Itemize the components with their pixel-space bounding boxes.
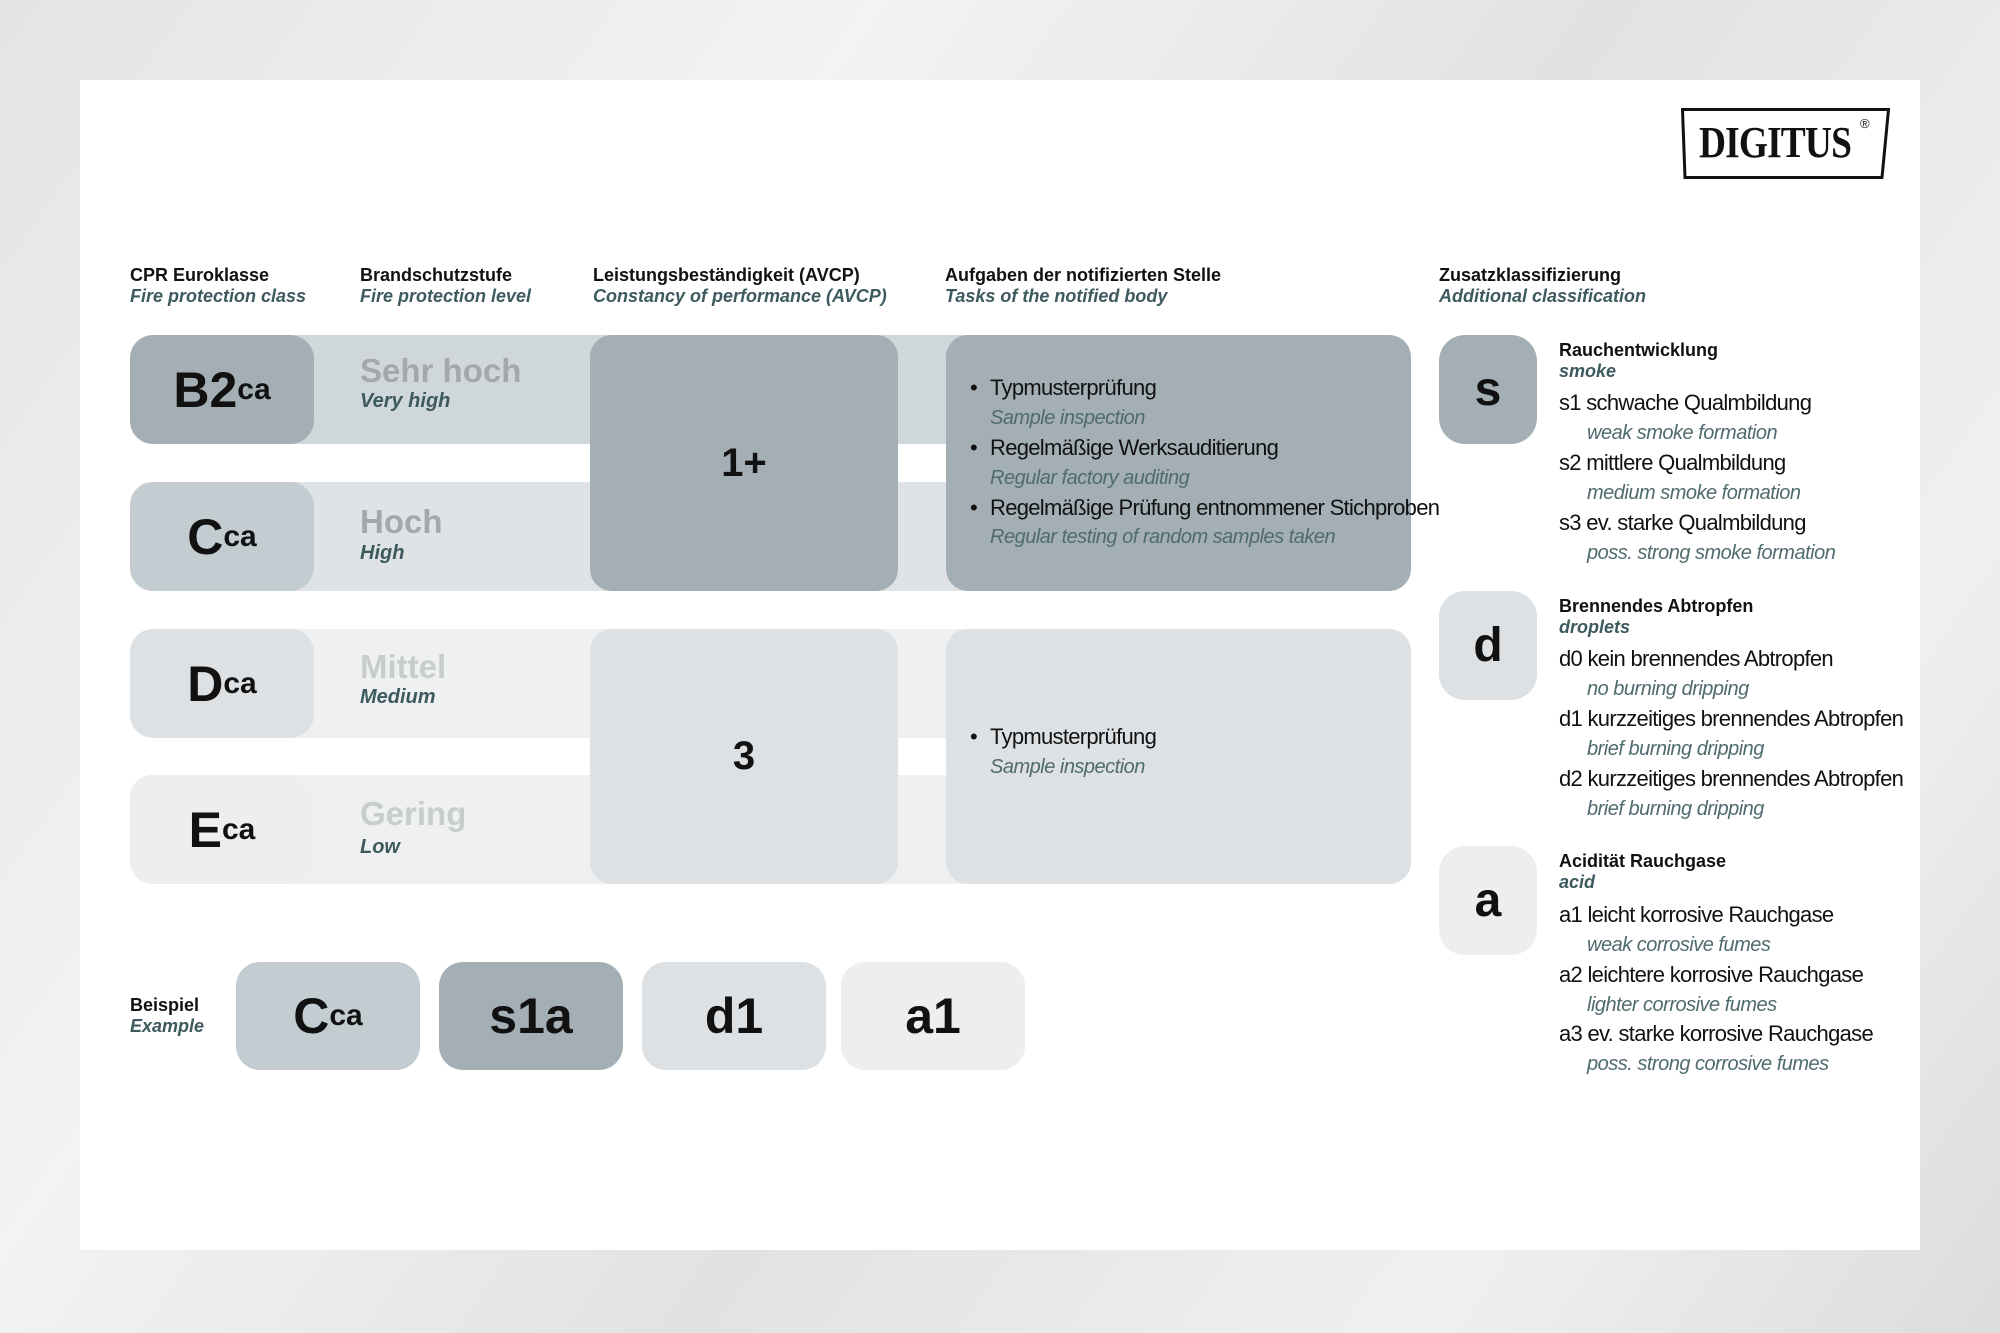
header-tasks-en: Tasks of the notified body — [945, 286, 1168, 306]
task-en: Regular testing of random samples taken — [990, 526, 1336, 548]
level-de: Hoch — [360, 503, 443, 540]
droplets-item-en: no burning dripping — [1587, 678, 1749, 700]
example-smoke: s1a — [439, 962, 623, 1070]
task-en: Sample inspection — [990, 756, 1145, 778]
bullet: • — [970, 375, 978, 400]
acid-item: a1 leicht korrosive Rauchgase — [1559, 902, 1834, 927]
level-en: Low — [360, 836, 400, 858]
class-subscript: ca — [223, 666, 257, 700]
example-class-letter: C — [293, 988, 330, 1044]
acid-item-en: weak corrosive fumes — [1587, 934, 1771, 956]
class-box-dca — [130, 629, 314, 738]
example-acid: a1 — [841, 962, 1025, 1070]
level-de: Sehr hoch — [360, 352, 522, 389]
class-label: C — [187, 508, 224, 565]
smoke-title: Rauchentwicklung — [1559, 340, 1719, 360]
acid-item-en: poss. strong corrosive fumes — [1587, 1053, 1829, 1075]
badge-smoke: s — [1439, 335, 1537, 444]
level-en: Medium — [360, 686, 436, 708]
class-box-eca — [130, 775, 314, 884]
droplets-subtitle: droplets — [1559, 617, 1631, 637]
task-en: Regular factory auditing — [990, 467, 1190, 489]
class-subscript: ca — [237, 372, 271, 406]
level-de: Gering — [360, 795, 467, 832]
smoke-item: s3 ev. starke Qualmbildung — [1559, 510, 1806, 535]
header-tasks: Aufgaben der notifizierten Stelle — [945, 265, 1222, 285]
avcp-box-3: 3 — [590, 629, 898, 884]
header-level: Brandschutzstufe — [360, 265, 513, 285]
header-level-en: Fire protection level — [360, 286, 532, 306]
task-de: Typmusterprüfung — [990, 375, 1157, 400]
level-en: Very high — [360, 390, 451, 412]
level-en: High — [360, 542, 405, 564]
smoke-item-en: weak smoke formation — [1587, 422, 1778, 444]
bullet: • — [970, 495, 978, 520]
acid-item-en: lighter corrosive fumes — [1587, 994, 1777, 1016]
class-box-b2ca — [130, 335, 314, 444]
droplets-item: d2 kurzzeitiges brennendes Abtropfen — [1559, 766, 1904, 791]
avcp-box-1plus: 1+ — [590, 335, 898, 591]
badge-droplets: d — [1439, 591, 1537, 700]
badge-acid: a — [1439, 846, 1537, 955]
acid-subtitle: acid — [1559, 872, 1596, 892]
acid-title: Acidität Rauchgase — [1559, 851, 1727, 871]
smoke-item-en: medium smoke formation — [1587, 482, 1801, 504]
droplets-item: d0 kein brennendes Abtropfen — [1559, 646, 1833, 671]
smoke-item: s1 schwache Qualmbildung — [1559, 390, 1812, 415]
class-label: B2 — [173, 361, 238, 418]
tasks-box-1plus — [946, 335, 1411, 591]
example-label: Beispiel — [130, 995, 200, 1015]
header-additional: Zusatzklassifizierung — [1439, 265, 1622, 285]
header-avcp: Leistungsbeständigkeit (AVCP) — [593, 265, 860, 285]
example-droplets: d1 — [642, 962, 826, 1070]
class-label: E — [188, 801, 222, 858]
class-subscript: ca — [221, 812, 256, 846]
header-class-en: Fire protection class — [130, 286, 307, 306]
digitus-logo: DIGITUS — [1699, 118, 1852, 167]
class-subscript: ca — [223, 519, 257, 553]
smoke-item: s2 mittlere Qualmbildung — [1559, 450, 1786, 475]
task-en: Sample inspection — [990, 407, 1145, 429]
smoke-item-en: poss. strong smoke formation — [1587, 542, 1836, 564]
task-de: Regelmäßige Werksauditierung — [990, 435, 1279, 460]
level-de: Mittel — [360, 648, 447, 685]
registered-mark: ® — [1860, 116, 1870, 131]
task-de: Regelmäßige Prüfung entnommener Stichproben — [990, 495, 1440, 520]
smoke-subtitle: smoke — [1559, 361, 1617, 381]
droplets-item: d1 kurzzeitiges brennendes Abtropfen — [1559, 706, 1904, 731]
droplets-item-en: brief burning dripping — [1587, 798, 1764, 820]
bullet: • — [970, 435, 978, 460]
bullet: • — [970, 724, 978, 749]
example-class-subscript: ca — [329, 999, 363, 1032]
acid-item: a2 leichtere korrosive Rauchgase — [1559, 962, 1864, 987]
task-de: Typmusterprüfung — [990, 724, 1157, 749]
droplets-item-en: brief burning dripping — [1587, 738, 1764, 760]
header-additional-en: Additional classification — [1439, 286, 1647, 306]
class-label: D — [187, 655, 224, 712]
header-class: CPR Euroklasse — [130, 265, 270, 285]
acid-item: a3 ev. starke korrosive Rauchgase — [1559, 1021, 1873, 1046]
class-box-cca — [130, 482, 314, 591]
droplets-title: Brennendes Abtropfen — [1559, 596, 1754, 616]
example-class — [236, 962, 420, 1070]
example-label-en: Example — [130, 1016, 205, 1036]
header-avcp-en: Constancy of performance (AVCP) — [593, 286, 887, 306]
